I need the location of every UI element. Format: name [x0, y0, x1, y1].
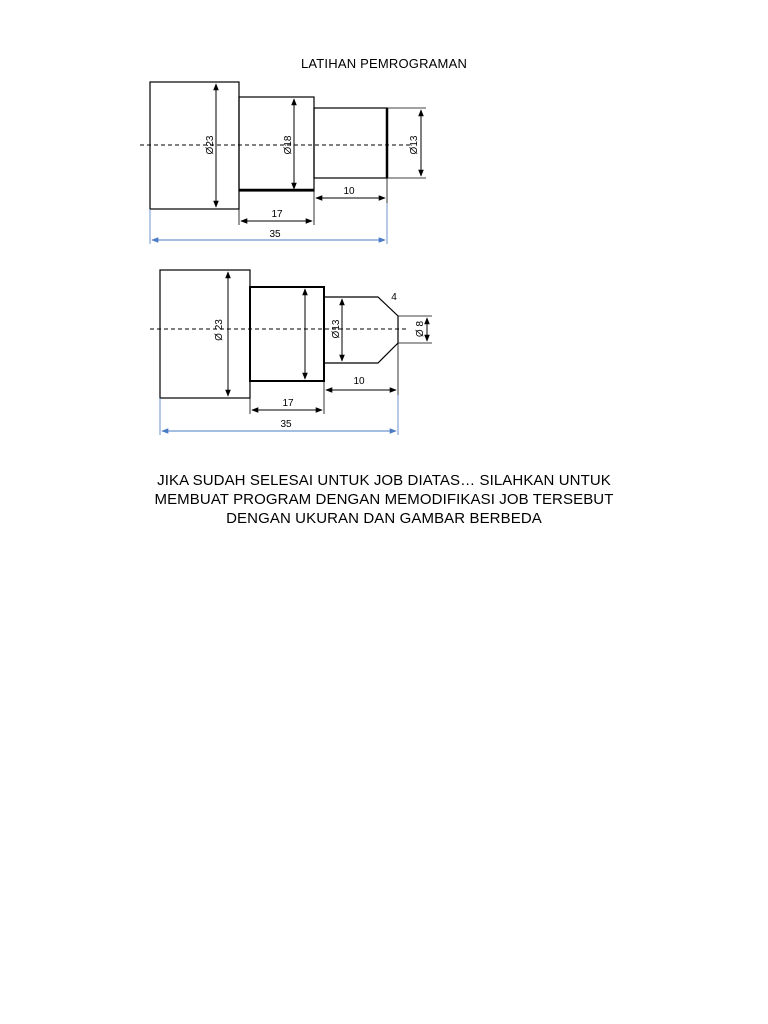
dim-len-total: 35: [280, 419, 292, 430]
dim-chamfer: 4: [391, 292, 397, 303]
dim-len-mid: 17: [282, 398, 294, 409]
dim-dia-large: Ø23: [205, 135, 216, 155]
instruction-line: MEMBUAT PROGRAM DENGAN MEMODIFIKASI JOB TERSEBUT: [154, 491, 614, 508]
shaft-small-section: [314, 108, 387, 178]
dim-len-small: 10: [343, 186, 355, 197]
drawing-2: [150, 270, 432, 435]
dim-dia-small: Ø13: [409, 135, 420, 155]
drawing-1: [140, 82, 426, 244]
dim-dia-large: Ø 23: [214, 319, 225, 341]
dim-len-mid: 17: [271, 209, 283, 220]
shaft-mid-section: [250, 287, 324, 381]
shaft-large-section: [150, 82, 239, 209]
instruction-text: [84, 471, 684, 528]
dim-len-small: 10: [353, 376, 365, 387]
instruction-line: DENGAN UKURAN DAN GAMBAR BERBEDA: [226, 510, 542, 527]
shaft-mid-section: [239, 97, 314, 191]
page-title: LATIHAN PEMROGRAMAN: [300, 56, 468, 71]
dim-dia-mid: Ø13: [331, 319, 342, 339]
instruction-line: JIKA SUDAH SELESAI UNTUK JOB DIATAS… SILAHKAN UNTUK: [157, 472, 611, 489]
dim-dia-tip: Ø 8: [415, 320, 426, 338]
shaft-large-section: [160, 270, 250, 398]
dim-len-total: 35: [269, 229, 281, 240]
dim-dia-mid: Ø18: [283, 135, 294, 155]
